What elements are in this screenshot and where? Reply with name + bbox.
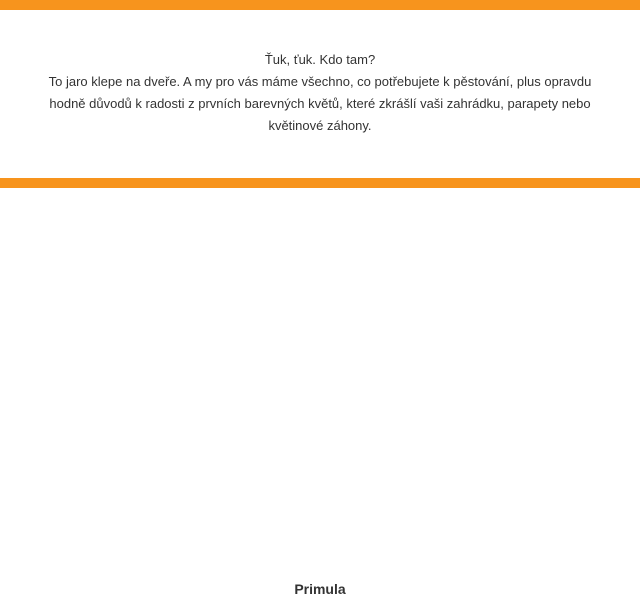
top-accent-bar xyxy=(0,0,640,10)
divider-accent-bar xyxy=(0,178,640,188)
intro-section xyxy=(40,49,600,137)
product-image[interactable] xyxy=(0,188,640,570)
intro-body: To jaro klepe na dveře. A my pro vás máme všechno, co potřebujete k pěstování, plus opravdu hodně důvodů k radosti z prvních barevných květů, které zkrášlí vaši zahrádku, parapety nebo květinové záhony. xyxy=(48,74,592,133)
intro-heading: Ťuk, ťuk. Kdo tam? xyxy=(264,52,376,67)
product-title[interactable]: Primula xyxy=(294,581,346,597)
